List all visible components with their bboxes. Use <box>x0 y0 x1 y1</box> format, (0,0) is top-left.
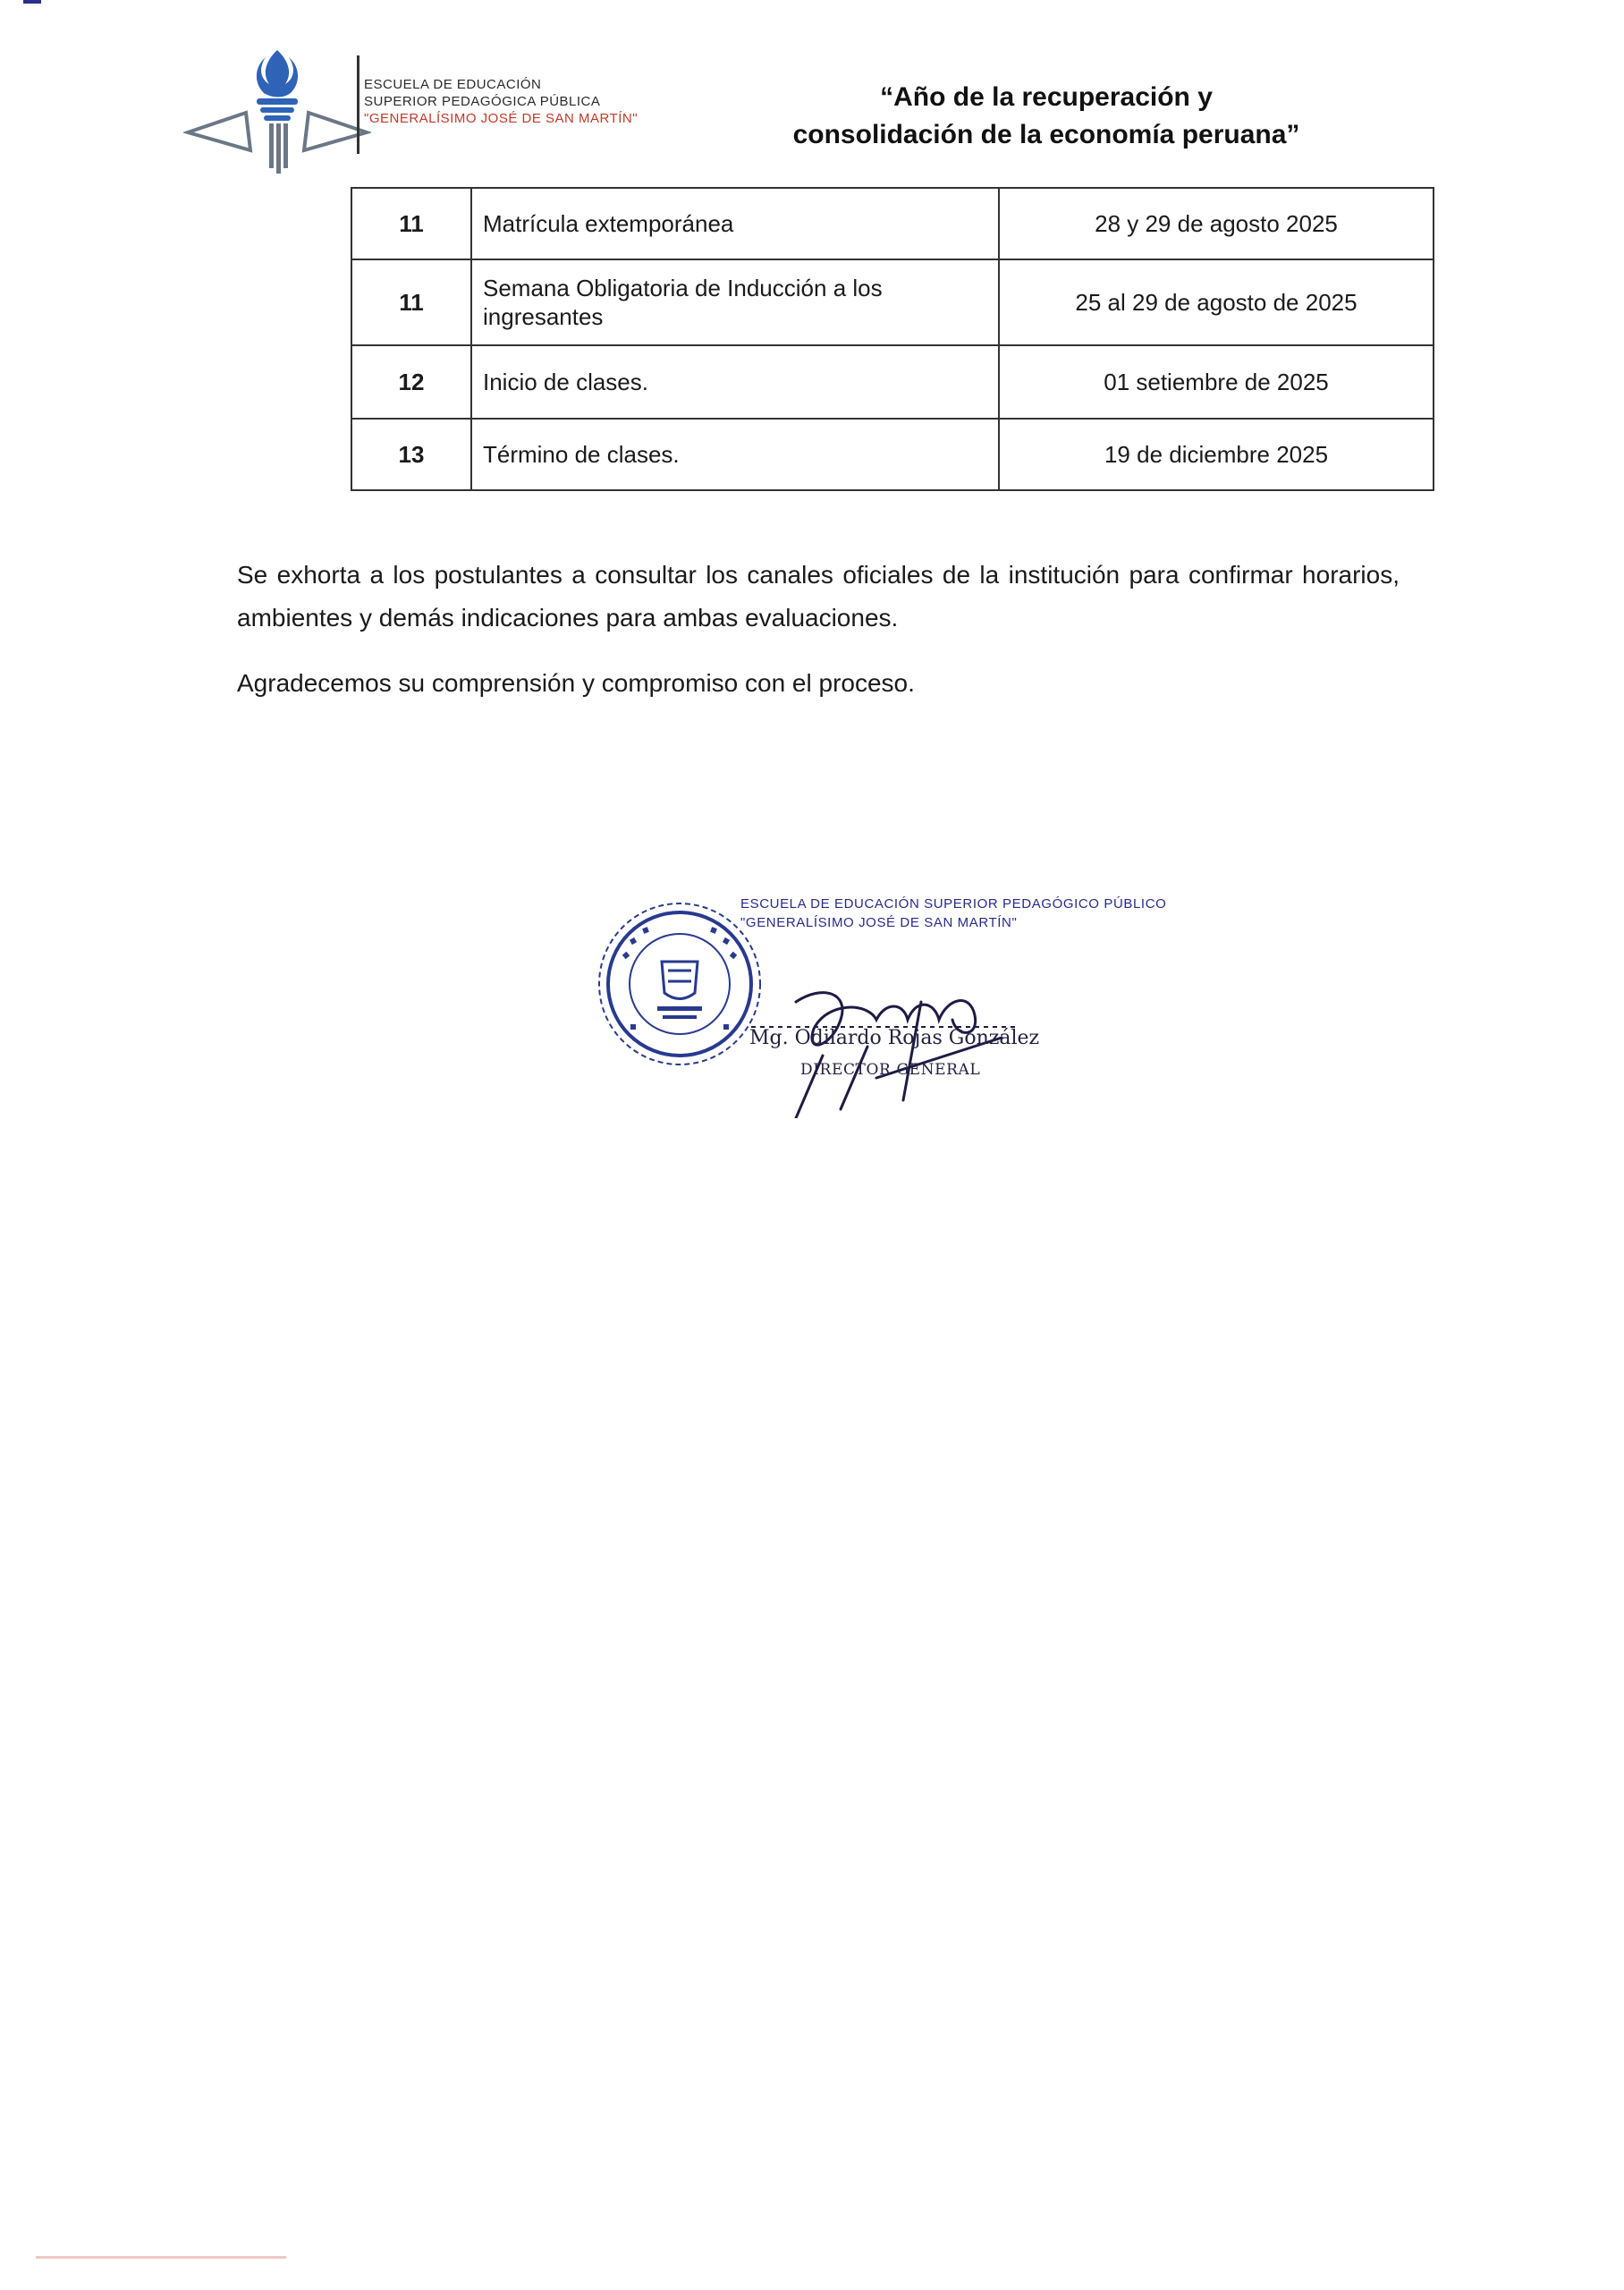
row-activity: Matrícula extemporánea <box>471 188 999 259</box>
row-number: 11 <box>351 259 471 345</box>
table-row <box>351 419 1434 490</box>
year-motto <box>751 79 1341 154</box>
table-row <box>351 188 1434 259</box>
scan-corner-mark <box>23 0 41 4</box>
stamp-line-2: "GENERALÍSIMO JOSÉ DE SAN MARTÍN" <box>740 915 1018 930</box>
institution-name <box>364 76 638 127</box>
official-seal-icon <box>595 899 765 1069</box>
motto-line-2: consolidación de la economía peruana” <box>792 120 1300 149</box>
row-date: 19 de diciembre 2025 <box>999 419 1434 490</box>
table-row <box>351 345 1434 419</box>
row-number: 12 <box>351 345 471 419</box>
stamp-line-1: ESCUELA DE EDUCACIÓN SUPERIOR PEDAGÓGICO PÚBLICO <box>740 896 1167 912</box>
row-number: 11 <box>351 188 471 259</box>
exhortation-paragraph: Se exhorta a los postulantes a consultar los canales oficiales de la institución para confirmar horarios, ambientes y demás indicaciones para ambas evaluaciones. <box>237 561 1400 632</box>
institution-line-2: SUPERIOR PEDAGÓGICA PÚBLICA <box>364 94 601 109</box>
row-activity: Inicio de clases. <box>471 345 999 419</box>
institution-logo-icon <box>183 43 371 175</box>
row-activity: Semana Obligatoria de Inducción a los ingresantes <box>471 259 999 345</box>
row-date: 25 al 29 de agosto de 2025 <box>999 259 1434 345</box>
row-date: 28 y 29 de agosto 2025 <box>999 188 1434 259</box>
row-number: 13 <box>351 419 471 490</box>
signatory-name: Mg. Odilardo Rojas González <box>749 1027 1040 1049</box>
row-date: 01 setiembre de 2025 <box>999 345 1434 419</box>
closing-paragraph: Agradecemos su comprensión y compromiso con el proceso. <box>237 669 915 697</box>
institution-line-1: ESCUELA DE EDUCACIÓN <box>364 77 542 92</box>
scan-smudge <box>36 2256 286 2259</box>
table-row <box>351 259 1434 345</box>
motto-line-1: “Año de la recuperación y <box>880 82 1213 112</box>
header-divider <box>357 55 359 154</box>
row-activity: Término de clases. <box>471 419 999 490</box>
schedule-table <box>351 187 1434 491</box>
institution-line-3: "GENERALÍSIMO JOSÉ DE SAN MARTÍN" <box>364 111 639 126</box>
signatory-role: DIRECTOR GENERAL <box>800 1061 981 1079</box>
signature-stamp <box>740 895 1166 932</box>
